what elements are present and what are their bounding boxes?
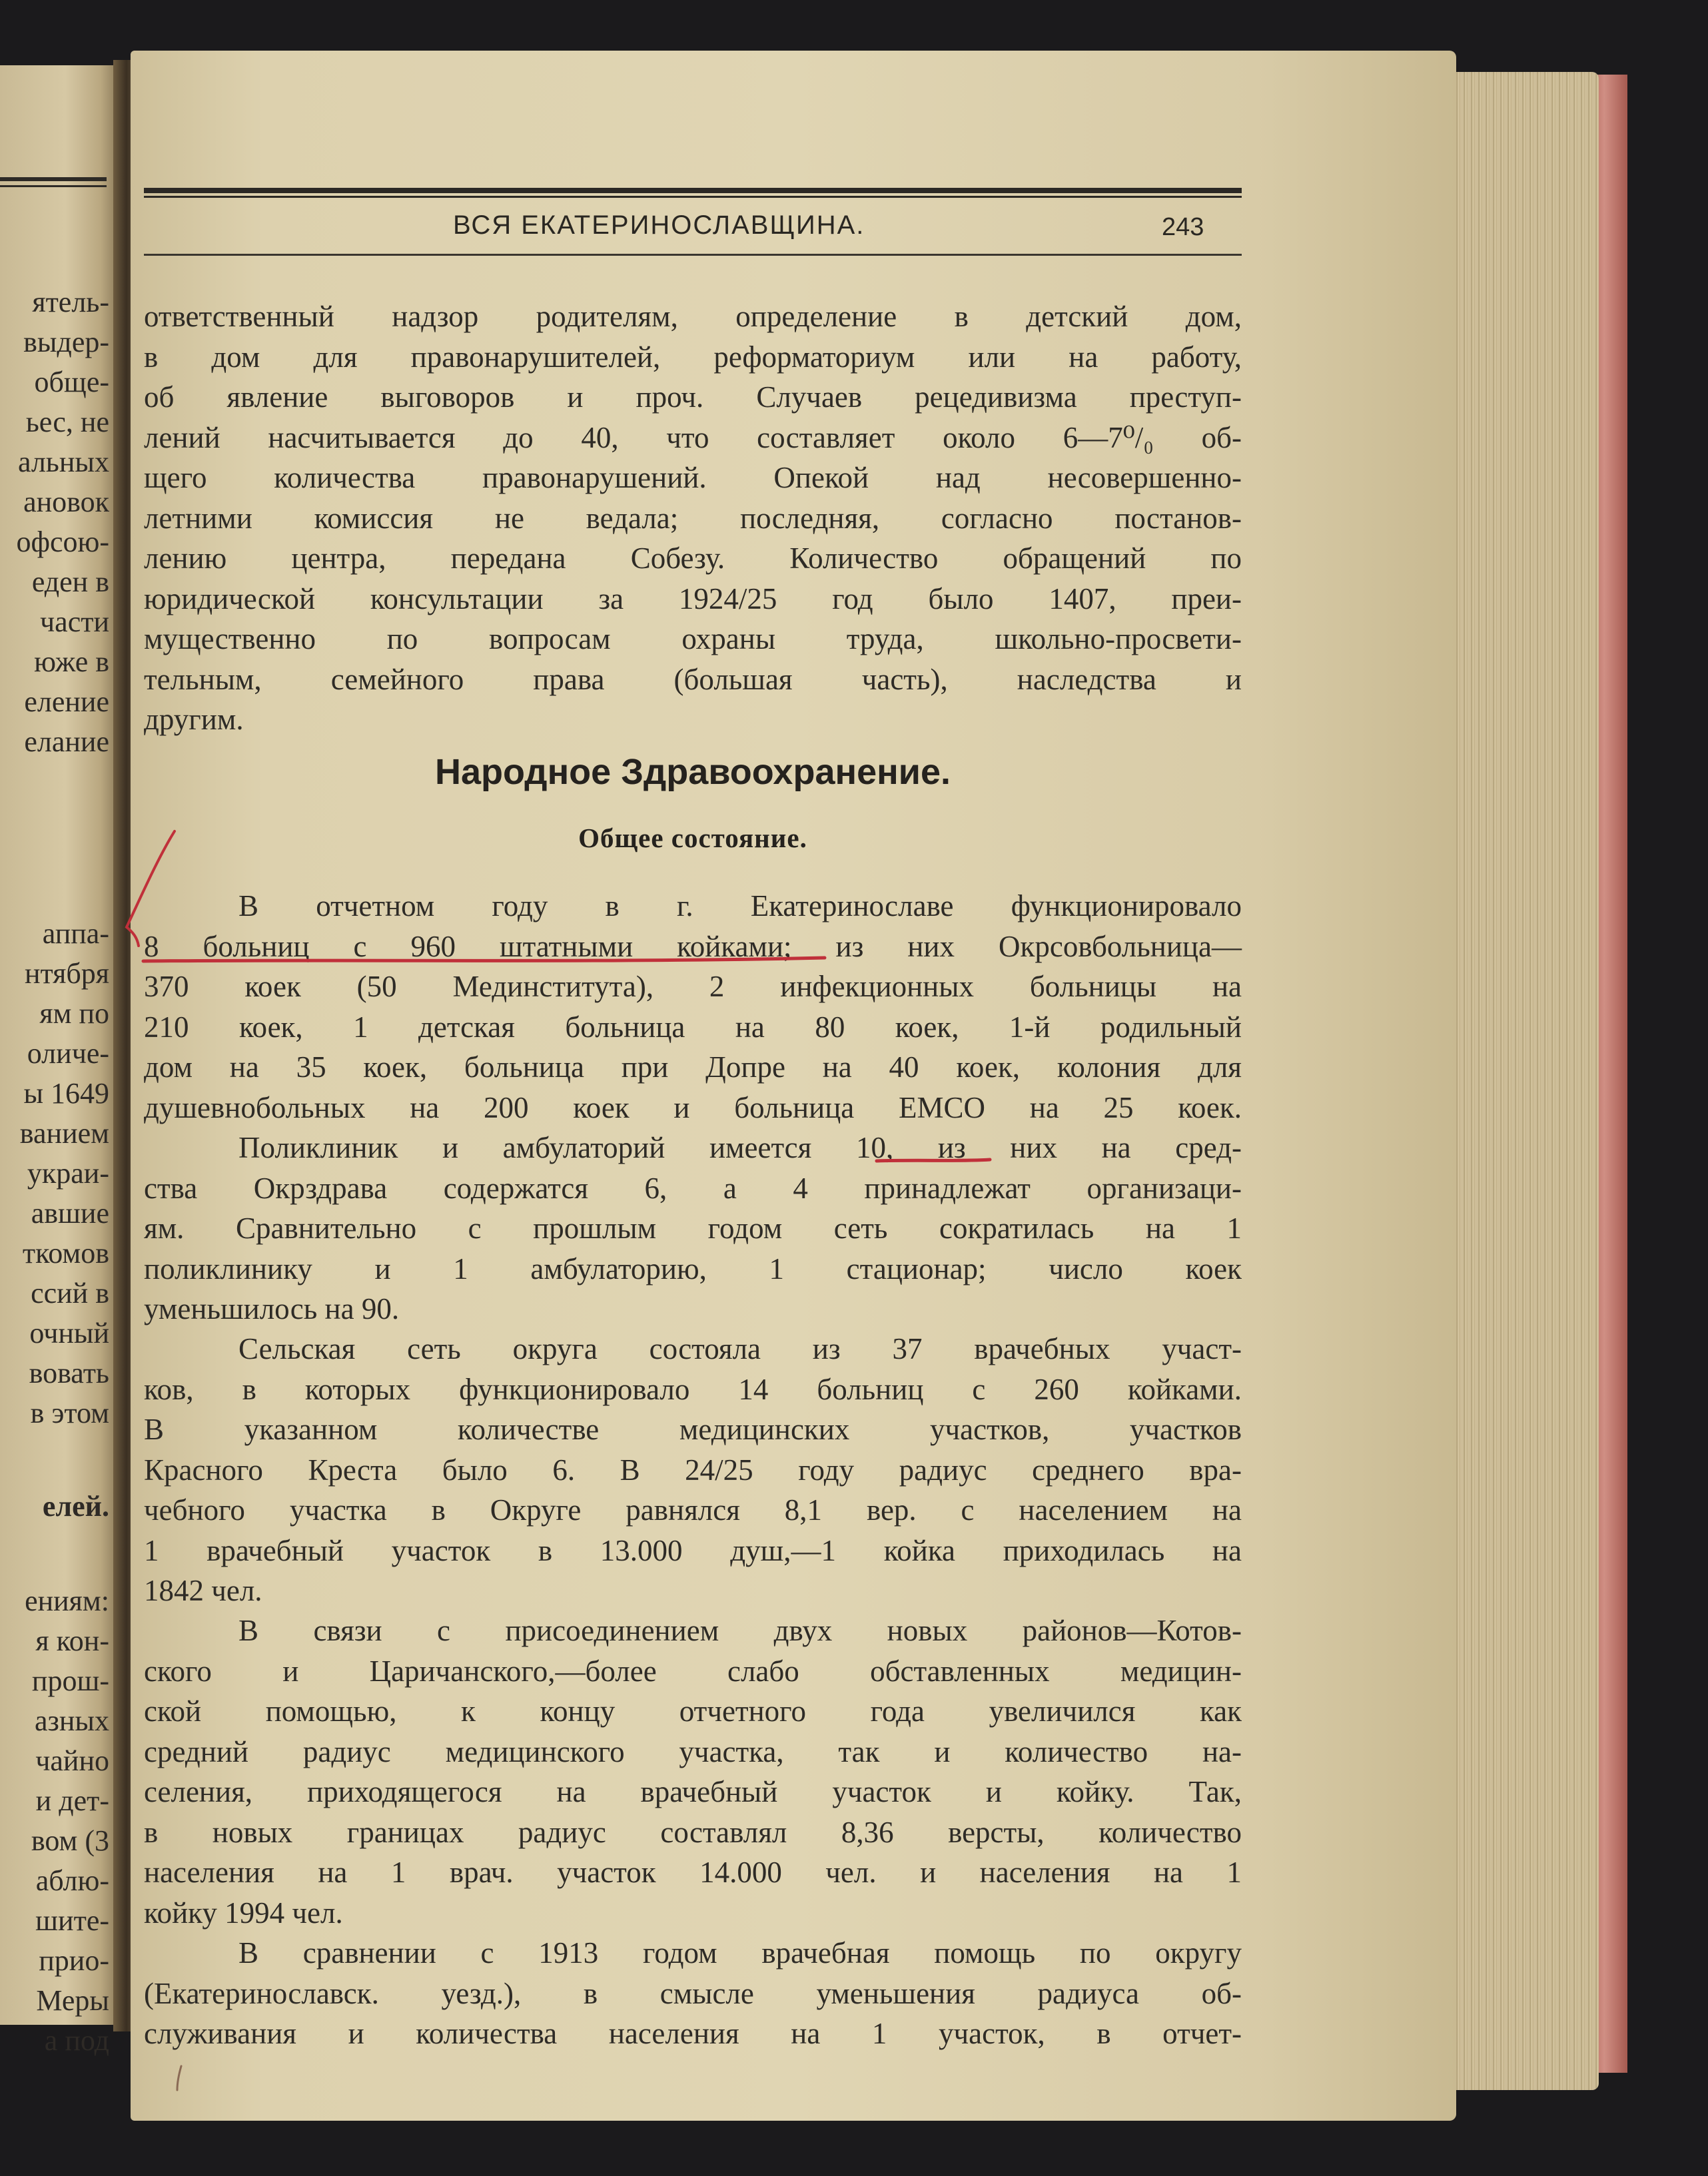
text-line: В указанном количестве медицинских участков, участков (144, 1413, 1242, 1446)
left-page-fragment: прио- (39, 1944, 109, 1977)
running-head: ВСЯ ЕКАТЕРИНОСЛАВЩИНА. (453, 210, 865, 240)
text-line: ского и Царичанского,—более слабо обставленных медицин- (144, 1654, 1242, 1688)
left-page-fragment: я кон- (35, 1625, 109, 1657)
paragraph-5 (144, 1933, 1242, 2054)
text-line: щего количества правонарушений. Опекой над несовершенно- (144, 461, 1242, 494)
text-line: В отчетном году в г. Екатеринославе функционировало (238, 889, 1242, 922)
text-line: ям. Сравнительно с прошлым годом сеть сократилась на 1 (144, 1212, 1242, 1245)
left-page-fragment: ьес, не (25, 406, 109, 438)
paragraph-1 (144, 886, 1242, 1128)
left-page-fragment: ям по (39, 997, 109, 1030)
paragraph-2 (144, 1128, 1242, 1329)
left-page-fragment: части (40, 605, 109, 638)
text-line: ков, в которых функционировало 14 больниц с 260 койками. (144, 1372, 1242, 1406)
left-page-rule-thin (0, 185, 107, 187)
text-line: Красного Креста было 6. В 24/25 году радиус среднего вра- (144, 1453, 1242, 1487)
text-line: В сравнении с 1913 годом врачебная помощь по округу (238, 1936, 1242, 1970)
text-line: населения на 1 врач. участок 14.000 чел. и населения на 1 (144, 1856, 1242, 1889)
text-line: об явление выговоров и проч. Случаев рецедивизма преступ- (144, 380, 1242, 414)
text-line: служивания и количества населения на 1 участок, в отчет- (144, 2017, 1242, 2050)
left-page-rule (0, 177, 107, 181)
paragraph-3 (144, 1329, 1242, 1611)
text-line: средний радиус медицинского участка, так и количество на- (144, 1734, 1242, 1768)
left-page-fragment: ениям: (25, 1585, 109, 1617)
text-line: мущественно по вопросам охраны труда, школьно-просвети- (144, 622, 1242, 655)
text-line: юридической консультации за 1924/25 год было 1407, преи- (144, 581, 1242, 615)
left-page-fragment: альных (17, 446, 109, 478)
text-line: ской помощью, к концу отчетного года увеличился как (144, 1694, 1242, 1728)
text-line: чебного участка в Округе равнялся 8,1 вер. с населением на (144, 1493, 1242, 1527)
text-line: 1 врачебный участок в 13.000 душ,—1 койка приходилась на (144, 1533, 1242, 1567)
header-rule (144, 188, 1242, 193)
left-page-fragment: аппа- (42, 917, 109, 950)
left-page-fragment: прош- (31, 1664, 109, 1697)
text-line: 210 коек, 1 детская больница на 80 коек, 1-й родильный (144, 1010, 1242, 1044)
text-line: в дом для правонарушителей, реформаториум или на работу, (144, 340, 1242, 374)
text-line: Поликлиник и амбулаторий имеется 10, из них на сред- (238, 1131, 1242, 1164)
left-page-fragment: еление (24, 685, 109, 718)
text-line: в новых границах радиус составлял 8,36 версты, количество (144, 1815, 1242, 1849)
left-page-fragment: ановок (23, 486, 109, 518)
header-rule-thin (144, 196, 1242, 198)
text-line: летними комиссия не ведала; последняя, согласно постанов- (144, 501, 1242, 535)
left-page-fragment: ятель- (32, 286, 109, 318)
left-page-fragment: в этом (30, 1397, 109, 1429)
left-page (0, 65, 119, 2057)
left-page-fragment: выдер- (23, 326, 109, 358)
left-page-fragment: ы 1649 (23, 1077, 109, 1110)
left-page-fragment: елей. (42, 1490, 109, 1523)
left-page-fragment: офсою- (16, 526, 109, 558)
left-page-fragment: оличе- (27, 1037, 109, 1070)
left-page-fragment: обще- (34, 366, 109, 398)
left-page-fragment: очный (29, 1317, 109, 1349)
left-page-fragment: авшие (31, 1197, 109, 1230)
left-page-fragment: вом (3 (31, 1824, 109, 1857)
left-page-fragment: украи- (27, 1157, 109, 1190)
left-page-fragment: юже в (34, 645, 109, 678)
left-page-fragment: вовать (29, 1357, 109, 1389)
left-page-fragment: шите- (35, 1904, 109, 1937)
left-page-fragment: елание (24, 725, 109, 758)
left-page-fragment: а под (44, 2024, 109, 2057)
text-line: душевнобольных на 200 коек и больница ЕМСО на 25 коек. (144, 1090, 1242, 1124)
left-page-fragment: чайно (35, 1744, 109, 1777)
text-line: В связи с присоединением двух новых районов—Котов- (238, 1614, 1242, 1647)
page-number: 243 (1162, 213, 1204, 241)
text-line: поликлинику и 1 амбулаторию, 1 стационар; число коек (144, 1252, 1242, 1285)
left-page-fragment: ткомов (22, 1237, 109, 1269)
page-edges (1446, 72, 1599, 2090)
text-line: койку 1994 чел. (144, 1896, 343, 1930)
text-line: уменьшилось на 90. (144, 1292, 400, 1325)
left-page-fragment: нтября (24, 957, 109, 990)
paragraph-4 (144, 1611, 1242, 1933)
text-line: лению центра, передана Собезу. Количество обращений по (144, 542, 1242, 575)
text-line: 370 коек (50 Мединститута), 2 инфекционных больницы на (144, 970, 1242, 1003)
left-page-fragment: ссий в (31, 1277, 109, 1309)
header-underline (144, 254, 1242, 256)
text-line: (Екатеринославск. уезд.), в смысле уменьшения радиуса об- (144, 1976, 1242, 2010)
left-page-fragment: ванием (19, 1117, 109, 1150)
left-page-fragment: аблю- (35, 1864, 109, 1897)
text-line: Сельская сеть округа состояла из 37 врачебных участ- (238, 1332, 1242, 1365)
text-line: селения, приходящегося на врачебный участок и койку. Так, (144, 1775, 1242, 1808)
section-subtitle: Общее состояние. (578, 823, 807, 853)
section-title: Народное Здравоохранение. (435, 752, 951, 792)
left-page-fragment: Меры (36, 1984, 109, 2017)
text-line: 8 больниц с 960 штатными койками; из них Окрсовбольница— (144, 929, 1242, 963)
text-line: лений насчитывается до 40, что составляет около 6—7⁰/₀ об- (144, 420, 1242, 454)
text-line: тельным, семейного права (большая часть), наследства и (144, 662, 1242, 696)
text-line: 1842 чел. (144, 1574, 262, 1607)
text-line: другим. (144, 703, 244, 736)
text-line: ответственный надзор родителям, определение в детский дом, (144, 300, 1242, 333)
left-page-fragment: еден в (31, 565, 109, 598)
left-page-fragment: азных (34, 1704, 109, 1737)
intro-paragraph (144, 296, 1242, 740)
left-page-fragment: и дет- (35, 1784, 109, 1817)
text-line: дом на 35 коек, больница при Допре на 40 коек, колония для (144, 1050, 1242, 1084)
text-line: ства Окрздрава содержатся 6, а 4 принадлежат организаци- (144, 1171, 1242, 1205)
